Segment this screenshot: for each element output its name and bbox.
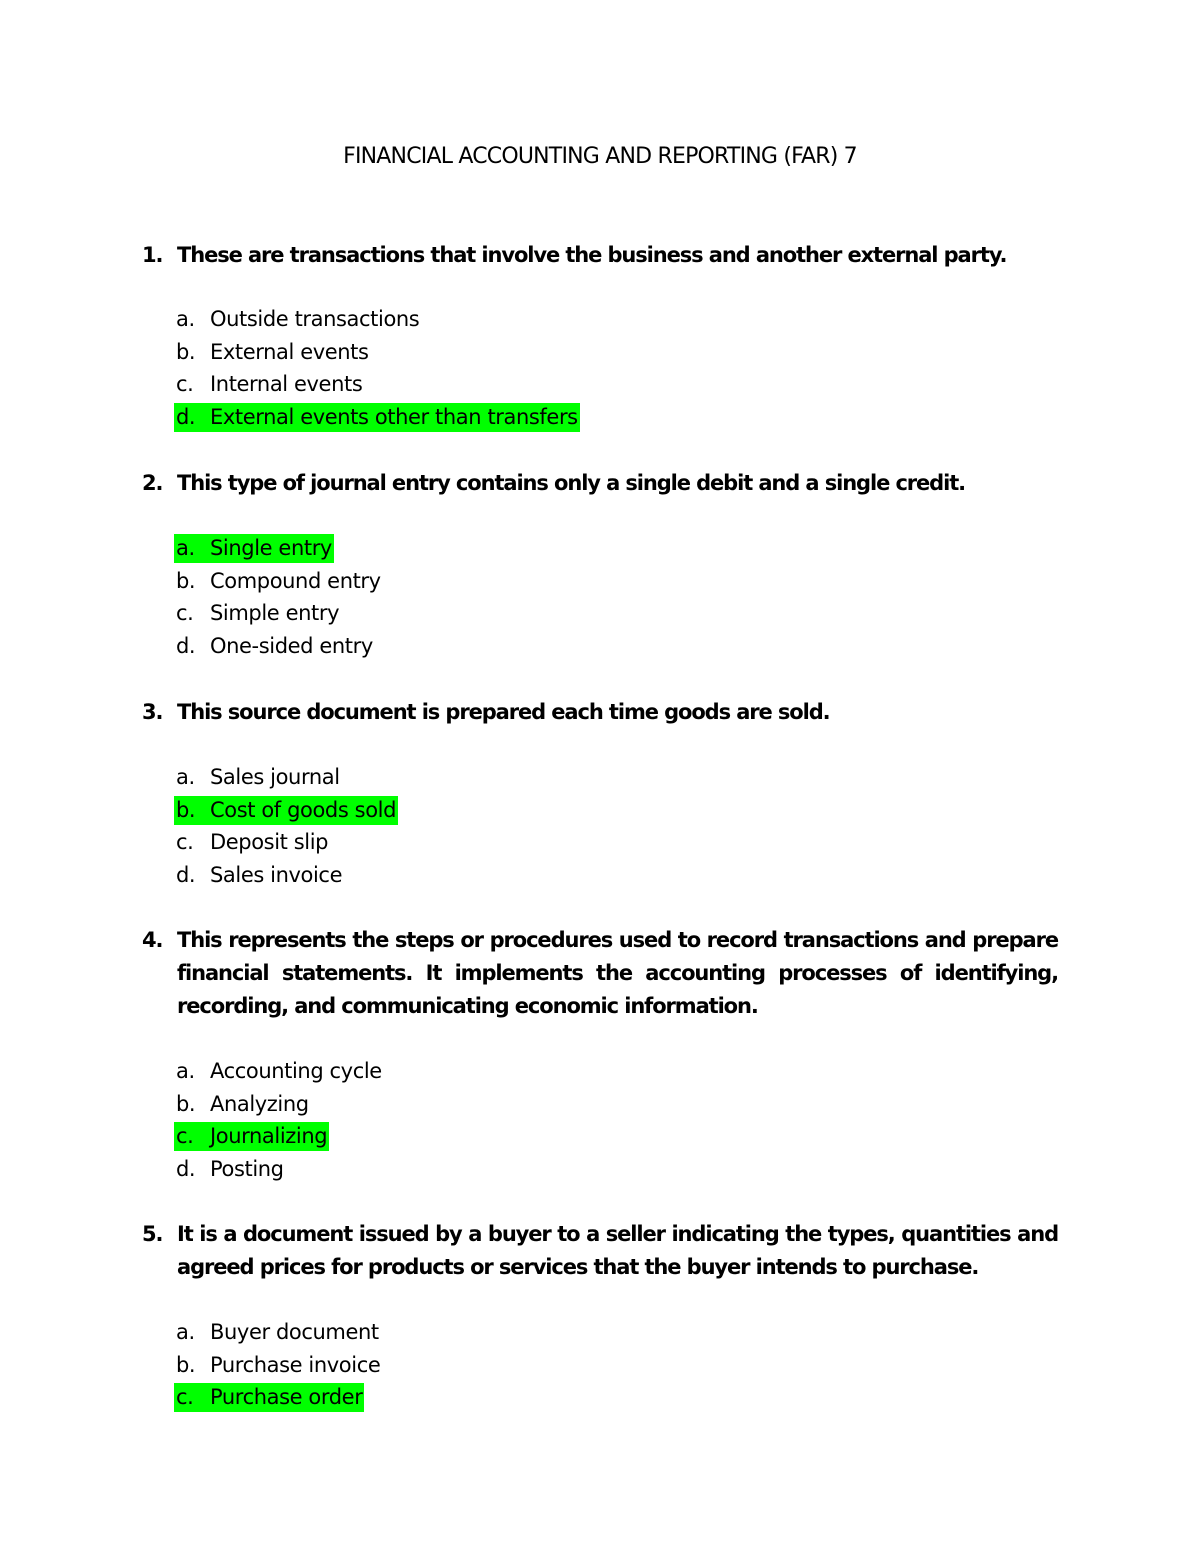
option-label <box>174 1155 286 1184</box>
option-2c <box>174 597 383 630</box>
option-letter: b. <box>176 1352 196 1377</box>
option-4b <box>174 1088 384 1121</box>
option-letter: c. <box>176 372 194 397</box>
option-letter: a. <box>176 1320 195 1344</box>
option-5a <box>174 1316 382 1349</box>
question-text: This represents the steps or procedures used to record transactions and prepare financial statements. It implements the accounting processes of identifying, recording, and communicating economic information. <box>177 928 1058 1018</box>
option-letter: d. <box>176 862 196 887</box>
question-1-options <box>174 303 580 433</box>
option-4d <box>174 1153 384 1186</box>
option-letter: c. <box>176 1124 194 1149</box>
option-text: External events other than transfers <box>210 404 578 429</box>
option-letter: c. <box>176 830 194 855</box>
option-letter: a. <box>176 765 195 789</box>
option-5c <box>174 1381 382 1414</box>
option-text: Journalizing <box>210 1124 328 1149</box>
option-text: Cost of goods sold <box>210 797 397 822</box>
question-number: 3. <box>142 700 163 724</box>
option-1c <box>174 368 580 401</box>
option-2d <box>174 630 383 663</box>
option-text: Compound entry <box>210 568 381 593</box>
option-3a <box>174 761 398 794</box>
question-4-options <box>174 1055 384 1185</box>
option-text: Purchase order <box>210 1385 363 1410</box>
option-letter: c. <box>176 601 194 626</box>
option-text: Sales invoice <box>210 862 343 887</box>
option-label <box>174 861 344 890</box>
option-text: External events <box>210 339 369 364</box>
option-label <box>174 567 383 596</box>
question-number: 2. <box>142 471 163 495</box>
option-label <box>174 1057 384 1086</box>
question-number: 1. <box>142 243 163 267</box>
option-label <box>174 763 342 792</box>
question-number: 4. <box>142 928 163 952</box>
option-text: Simple entry <box>210 601 340 626</box>
question-3 <box>142 696 1058 729</box>
option-2a <box>174 532 383 565</box>
question-1 <box>142 239 1058 272</box>
question-text: This source document is prepared each time goods are sold. <box>177 700 830 724</box>
option-1b <box>174 336 580 369</box>
option-3b <box>174 794 398 827</box>
option-label-highlighted <box>174 534 334 563</box>
option-label-highlighted <box>174 1122 329 1151</box>
question-text: It is a document issued by a buyer to a seller indicating the types, quantities and agreed prices for products or services that the buyer intends to purchase. <box>177 1222 1058 1279</box>
option-label <box>174 1351 382 1380</box>
document-title: FINANCIAL ACCOUNTING AND REPORTING (FAR) 7 <box>343 144 857 169</box>
question-2-options <box>174 532 383 662</box>
option-letter: b. <box>176 797 196 822</box>
option-text: Posting <box>210 1156 284 1181</box>
option-1d <box>174 401 580 434</box>
option-text: Sales journal <box>210 765 340 789</box>
question-2 <box>142 467 1058 500</box>
option-letter: d. <box>176 404 196 429</box>
option-letter: b. <box>176 339 196 364</box>
option-label <box>174 828 330 857</box>
option-4c <box>174 1120 384 1153</box>
option-4a <box>174 1055 384 1088</box>
question-4 <box>142 924 1058 1023</box>
option-1a <box>174 303 580 336</box>
question-3-options <box>174 761 398 891</box>
option-text: Accounting cycle <box>210 1059 382 1083</box>
option-letter: a. <box>176 307 195 331</box>
option-text: One-sided entry <box>210 633 373 658</box>
option-letter: d. <box>176 633 196 658</box>
option-letter: a. <box>176 1059 195 1083</box>
option-text: Deposit slip <box>210 830 329 855</box>
option-3c <box>174 826 398 859</box>
option-letter: c. <box>176 1385 194 1410</box>
option-text: Buyer document <box>210 1320 379 1344</box>
question-text: This type of journal entry contains only a single debit and a single credit. <box>177 471 966 495</box>
option-text: Outside transactions <box>210 307 420 331</box>
question-number: 5. <box>142 1222 163 1246</box>
option-label-highlighted <box>174 1383 364 1412</box>
option-label <box>174 1318 381 1347</box>
question-text: These are transactions that involve the business and another external party. <box>177 243 1007 267</box>
option-text: Internal events <box>210 372 363 397</box>
option-label <box>174 370 364 399</box>
option-label <box>174 599 341 628</box>
option-label <box>174 1090 311 1119</box>
option-letter: b. <box>176 1091 196 1116</box>
option-text: Analyzing <box>210 1091 309 1116</box>
option-label <box>174 338 371 367</box>
option-letter: a. <box>176 536 195 560</box>
question-5 <box>142 1218 1058 1284</box>
option-label <box>174 305 421 334</box>
option-label-highlighted <box>174 796 398 825</box>
option-label-highlighted <box>174 403 580 432</box>
option-5b <box>174 1349 382 1382</box>
question-5-options <box>174 1316 382 1414</box>
option-letter: b. <box>176 568 196 593</box>
option-text: Purchase invoice <box>210 1352 381 1377</box>
option-text: Single entry <box>210 536 332 560</box>
option-letter: d. <box>176 1156 196 1181</box>
option-label <box>174 632 375 661</box>
option-3d <box>174 859 398 892</box>
option-2b <box>174 565 383 598</box>
